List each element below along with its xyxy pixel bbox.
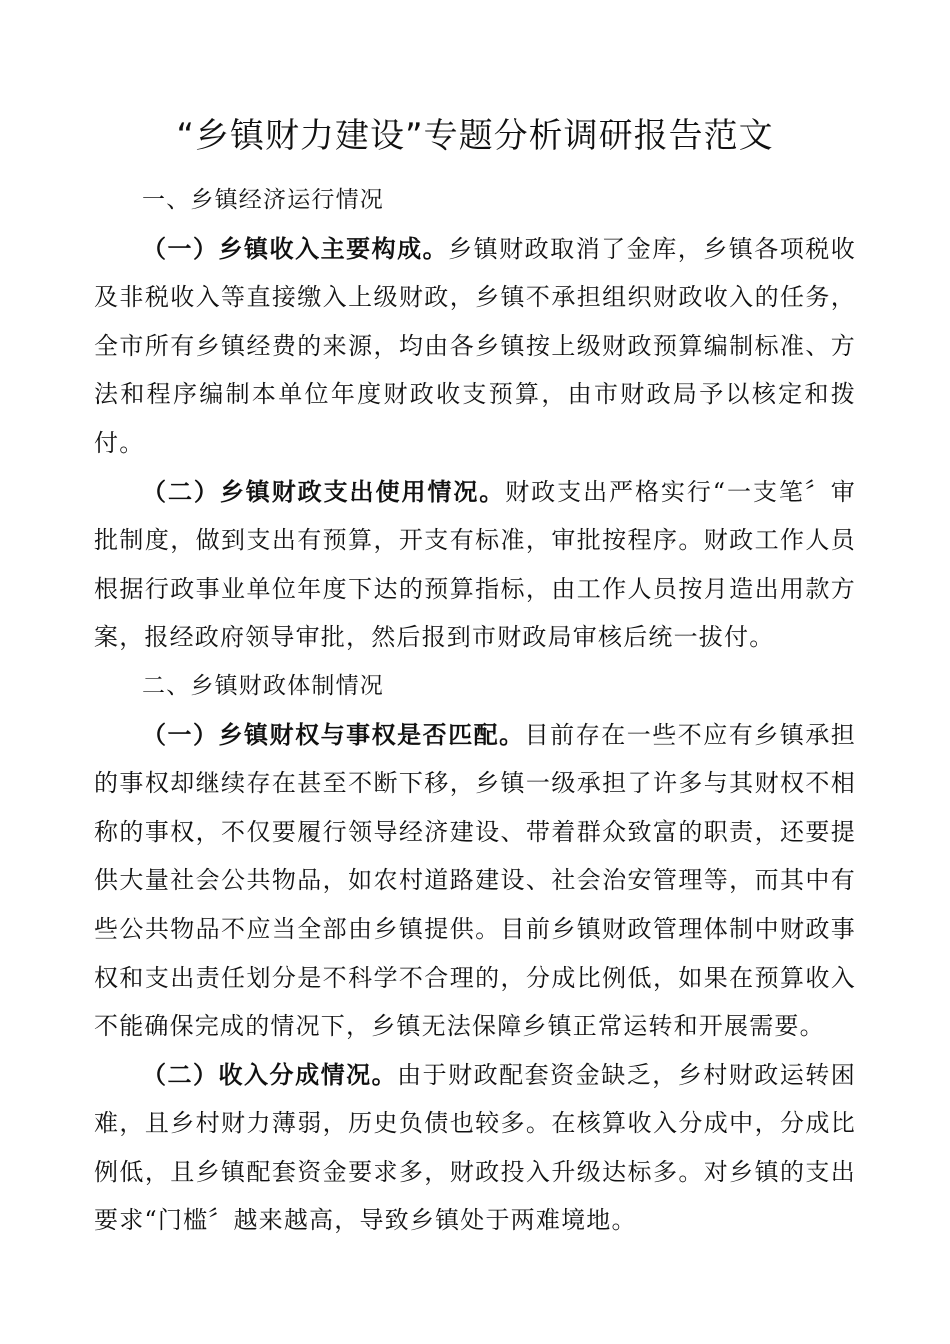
- paragraph-lead: （一）乡镇财权与事权是否匹配。: [142, 720, 525, 749]
- paragraph-text: 目前存在一些不应有乡镇承担的事权却继续存在甚至不断下移，乡镇一级承担了许多与其财权不相称的事权，不仅要履行领导经济建设、带着群众致富的职责，还要提供大量社会公共物品，如农村道路建设、社会治安管理等，而其中有些公共物品不应当全部由乡镇提供。目前乡镇财政管理体制中财政事权和支出责任划分是不科学不合理的，分成比例低，如果在预算收入不能确保完成的情况下，乡镇无法保障乡镇正常运转和开展需要。: [94, 720, 857, 1041]
- paragraph-lead: （一）乡镇收入主要构成。: [142, 234, 449, 263]
- paragraph-2-2: [94, 1051, 856, 1245]
- paragraph-1-1: [94, 225, 856, 468]
- section-heading-2: 二、乡镇财政体制情况: [142, 672, 384, 699]
- paragraph-text: 乡镇财政取消了金库，乡镇各项税收及非税收入等直接缴入上级财政，乡镇不承担组织财政收入的任务，全市所有乡镇经费的来源，均由各乡镇按上级财政预算编制标准、方法和程序编制本单位年度财政收支预算，由市财政局予以核定和拨付。: [94, 234, 857, 457]
- paragraph-text: 财政支出严格实行“一支笔〞审批制度，做到支出有预算，开支有标准，审批按程序。财政工作人员根据行政事业单位年度下达的预算指标，由工作人员按月造出用款方案，报经政府领导审批，然后报到市财政局审核后统一拔付。: [94, 477, 856, 652]
- paragraph-2-1: [94, 711, 856, 1051]
- section-heading-1: 一、乡镇经济运行情况: [142, 187, 384, 213]
- paragraph-lead: （二）乡镇财政支出使用情况。: [142, 477, 506, 506]
- paragraph-1-2: [94, 468, 856, 662]
- paragraph-lead: （二）收入分成情况。: [142, 1060, 398, 1089]
- paragraph-text: 由于财政配套资金缺乏，乡村财政运转困难，且乡村财力薄弱，历史负债也较多。在核算收入分成中，分成比例低，且乡镇配套资金要求多，财政投入升级达标多。对乡镇的支出要求“门槛〞越来越高，导致乡镇处于两难境地。: [94, 1060, 856, 1235]
- document-body: [94, 176, 856, 1245]
- document-title: “乡镇财力建设”专题分析调研报告范文: [176, 116, 774, 156]
